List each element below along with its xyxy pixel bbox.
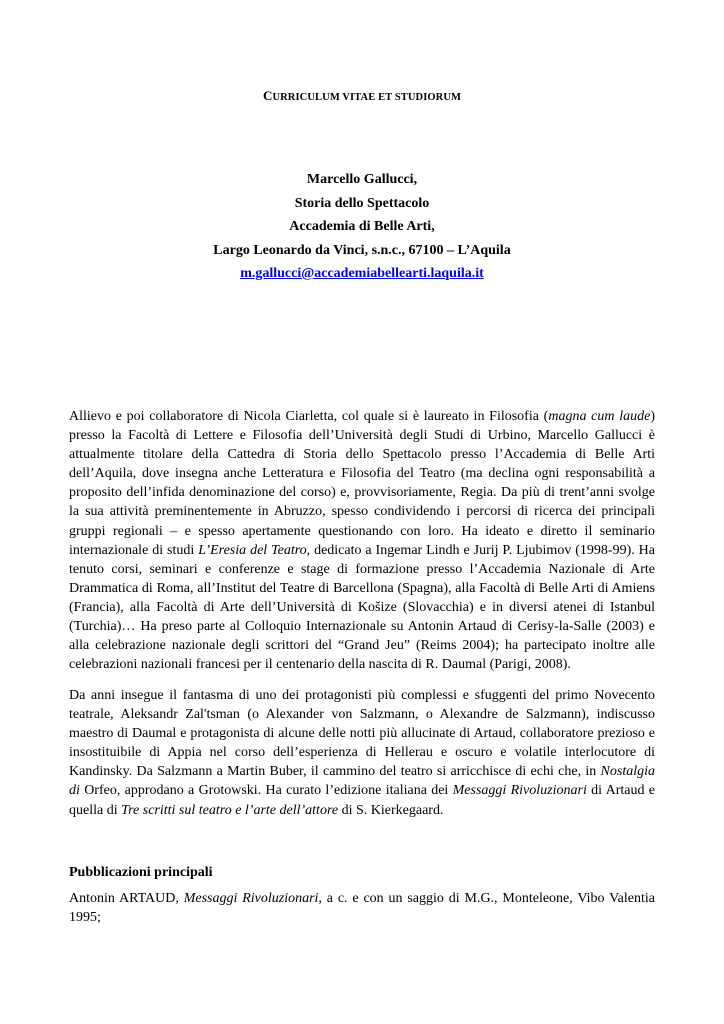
author-institution: Accademia di Belle Arti, [289, 219, 435, 234]
text-run: Orfeo, approdano a Grotowski. Ha curato l’edizione italiana dei [79, 783, 453, 799]
italic-run: Tre scritti sul teatro e l’arte dell’attore [121, 802, 339, 818]
text-run: di Artaud e quella di [69, 783, 655, 818]
text-run: a c. e con un saggio di M.G., Monteleone, Vibo Valentia 1995; [69, 891, 655, 926]
author-name: Marcello Gallucci, [306, 172, 418, 187]
publication-item [69, 889, 655, 927]
text-run: Antonin ARTAUD, [69, 891, 184, 906]
italic-run: magna cum laude [548, 409, 651, 424]
text-run: ) presso la Facoltà di Lettere e Filosofia dell’Università degli Studi di Urbino, Marcello Gallucci è attualmente titolare della Cattedra di Storia dello Spettacolo presso l’Accademia di Belle Arti dell’Aquila, dove insegna anche Letteratura e Filosofia del Teatro (ma declina ogni responsabilità a proposito dell’infida denominazione del corso) e, provvisoriamente, Regia. Da più di trent’anni svolge la sua attività preminentemente in Abruzzo, spesso condividendo i percorsi di ricerca dei principali gruppi regionali – e spesso apertamente questionando con loro. Ha ideato e diretto il seminario internazionale di studi [69, 409, 655, 558]
italic-run: Messaggi Rivoluzionari [452, 783, 587, 799]
email-link[interactable]: m.gallucci@accademiabellearti.laquila.it [240, 266, 484, 281]
document-title [0, 88, 724, 104]
text-run: Da anni insegue il fantasma di uno dei protagonisti più complessi e sfuggenti del primo Novecento teatrale, Aleksandr Zal'tsman (o Alexander von Salzmann, o Alexandre de Salzmann), indiscusso maestro di Daumal e protagonista di alcune delle notti più allucinate di Artaud, collaboratore prezioso e insostituibile di Appia nel corso dell’esperienza di Hellerau e oscuro e volatile interlocutore di Kandinsky. Da Salzmann a Martin Buber, il cammino del teatro si arricchisce di echi che, in [69, 688, 655, 780]
italic-run: Messaggi Rivoluzionari, [183, 891, 322, 906]
text-run: di S. Kierkegaard. [338, 802, 444, 818]
text-run: dedicato a Ingemar Lindh e Jurij P. Ljubimov (1998-99). Ha tenuto corsi, seminari e conferenze e stage di formazione presso l’Accademia Nazionale di Arte Drammatica di Roma, all’Institut del Teatre di Barcellona (Spagna), alla Facoltà di Belle Arti di Amiens (Francia), alla Facoltà di Arte dell’Università di Košize (Slovacchia) e in diversi atenei di Istanbul (Turchia)… Ha preso parte al Colloquio Internazionale su Antonin Artaud di Cerisy-la-Salle (2003) e alla celebrazione nazionale degli scrittori del “Grand Jeu” (Reims 2004); ha partecipato inoltre alle celebrazioni nazionali francesi per il centenario della nascita di R. Daumal (Parigi, 2008). [69, 542, 655, 673]
author-subject: Storia dello Spettacolo [294, 195, 430, 211]
title-rest: URRICULUM VITAE ET STUDIORUM [272, 92, 462, 103]
text-run: Allievo e poi collaboratore di Nicola Ciarletta, col quale si è laureato in Filosofia ( [69, 409, 549, 424]
contact-header [0, 168, 724, 286]
author-address: Largo Leonardo da Vinci, s.n.c., 67100 – L’Aquila [213, 242, 511, 258]
biography-paragraph-1 [69, 407, 655, 674]
biography-paragraph-2 [69, 686, 655, 820]
italic-run: L’Eresia del Teatro, [198, 542, 311, 558]
italic-run: Nostalgia di [69, 764, 655, 799]
title-initial: C [262, 88, 273, 103]
publications-heading: Pubblicazioni principali [69, 865, 213, 880]
